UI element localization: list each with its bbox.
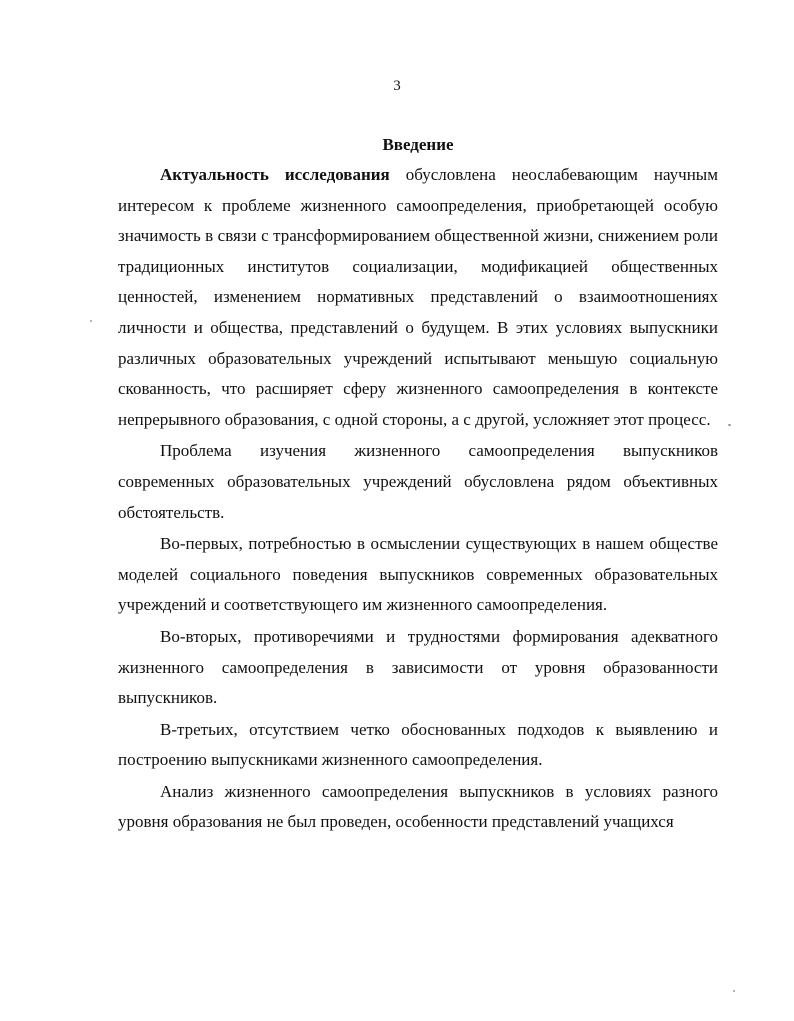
paragraph-problem: Проблема изучения жизненного самоопределения выпускников современных образовательных учреждений обусловлена рядом объективных обстоятельств. [118, 441, 718, 522]
paragraph-relevance [118, 160, 718, 435]
paragraph-second: Во-вторых, противоречиями и трудностями формирования адекватного жизненного самоопределения в зависимости от уровня образованности выпускников. [118, 626, 718, 708]
scan-speck [728, 424, 731, 426]
page-number: 3 [393, 78, 401, 94]
scan-speck [733, 990, 735, 992]
paragraph-text: обусловлена неослабевающим научным интересом к проблеме жизненного самоопределения, приобретающей особую значимость в связи с трансформированием общественной жизни, снижением роли традиционных институтов социализации, модификацией общественных ценностей, изменением нормативных представлений о взаимоотношениях личности и общества, представлений о будущем. В этих условиях выпускники различных образовательных учреждений испытывают меньшую социальную скованность, что расширяет сферу жизненного самоопределения в контексте непрерывного образования, с одной стороны, а с другой, усложняет этот процесс. [118, 165, 718, 429]
paragraph-first: Во-первых, потребностью в осмыслении существующих в нашем обществе моделей социального поведения выпускников современных образовательных учреждений и соответствующего им жизненного самоопределения. [118, 534, 718, 615]
body-text [118, 160, 718, 838]
paragraph-lead-bold: Актуальность исследования [160, 165, 390, 184]
section-heading: Введение [382, 135, 454, 154]
paragraph-third: В-третьих, отсутствием четко обоснованных подходов к выявлению и построению выпускниками жизненного самоопределения. [118, 719, 718, 770]
paragraph-analysis: Анализ жизненного самоопределения выпускников в условиях разного уровня образования не был проведен, особенности представлений учащихся [118, 781, 718, 832]
scan-speck [90, 320, 92, 322]
